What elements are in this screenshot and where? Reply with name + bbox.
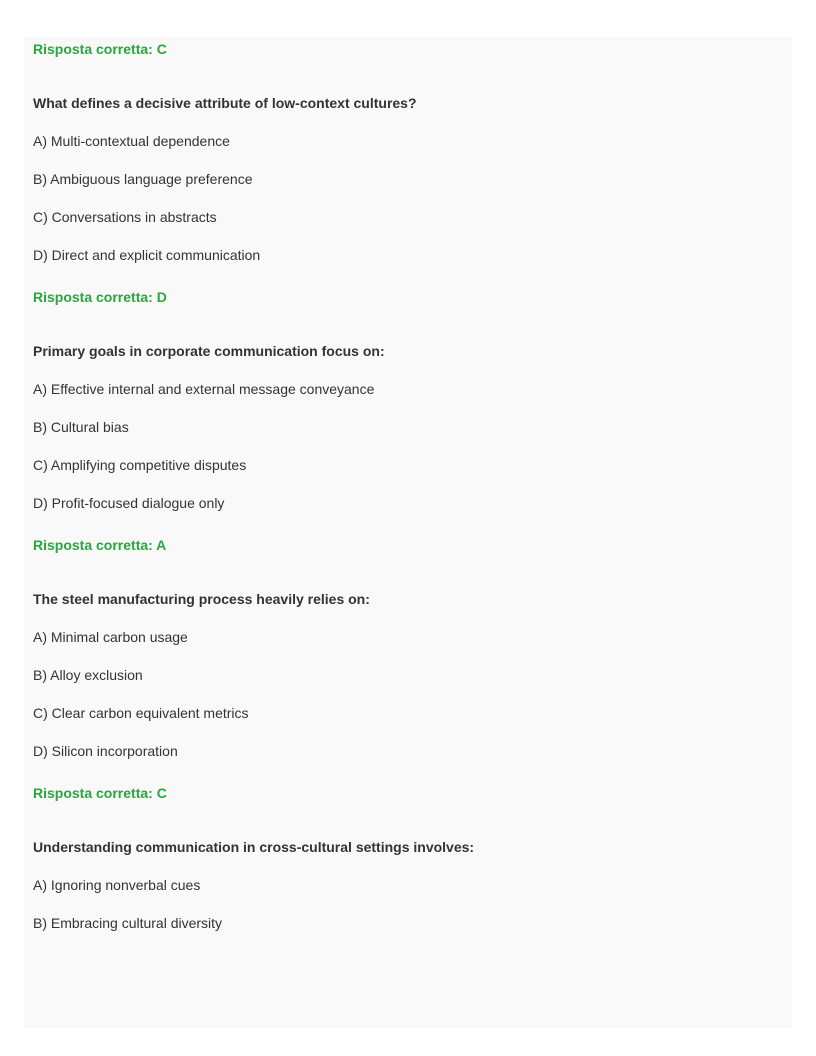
question-text: What defines a decisive attribute of low-context cultures? xyxy=(33,95,417,111)
answer-option: D) Silicon incorporation xyxy=(33,743,178,759)
answer-option: C) Amplifying competitive disputes xyxy=(33,457,247,473)
question-text: Understanding communication in cross-cultural settings involves: xyxy=(33,839,475,855)
quiz-panel xyxy=(24,37,792,1028)
answer-option: B) Cultural bias xyxy=(33,419,129,435)
answer-option: A) Minimal carbon usage xyxy=(33,629,188,645)
answer-option: D) Direct and explicit communication xyxy=(33,247,261,263)
answer-option: A) Effective internal and external message conveyance xyxy=(33,381,375,397)
correct-answer: Risposta corretta: A xyxy=(33,537,167,553)
answer-option: D) Profit-focused dialogue only xyxy=(33,495,225,511)
correct-answer: Risposta corretta: D xyxy=(33,289,167,305)
quiz-content xyxy=(33,37,783,953)
correct-answer: Risposta corretta: C xyxy=(33,41,167,57)
correct-answer: Risposta corretta: C xyxy=(33,785,167,801)
answer-option: B) Alloy exclusion xyxy=(33,667,143,683)
question-text: The steel manufacturing process heavily relies on: xyxy=(33,591,370,607)
answer-option: C) Conversations in abstracts xyxy=(33,209,217,225)
answer-option: C) Clear carbon equivalent metrics xyxy=(33,705,249,721)
answer-option: A) Multi-contextual dependence xyxy=(33,133,230,149)
answer-option: A) Ignoring nonverbal cues xyxy=(33,877,201,893)
answer-option: B) Ambiguous language preference xyxy=(33,171,253,187)
question-text: Primary goals in corporate communication focus on: xyxy=(33,343,385,359)
answer-option: B) Embracing cultural diversity xyxy=(33,915,223,931)
